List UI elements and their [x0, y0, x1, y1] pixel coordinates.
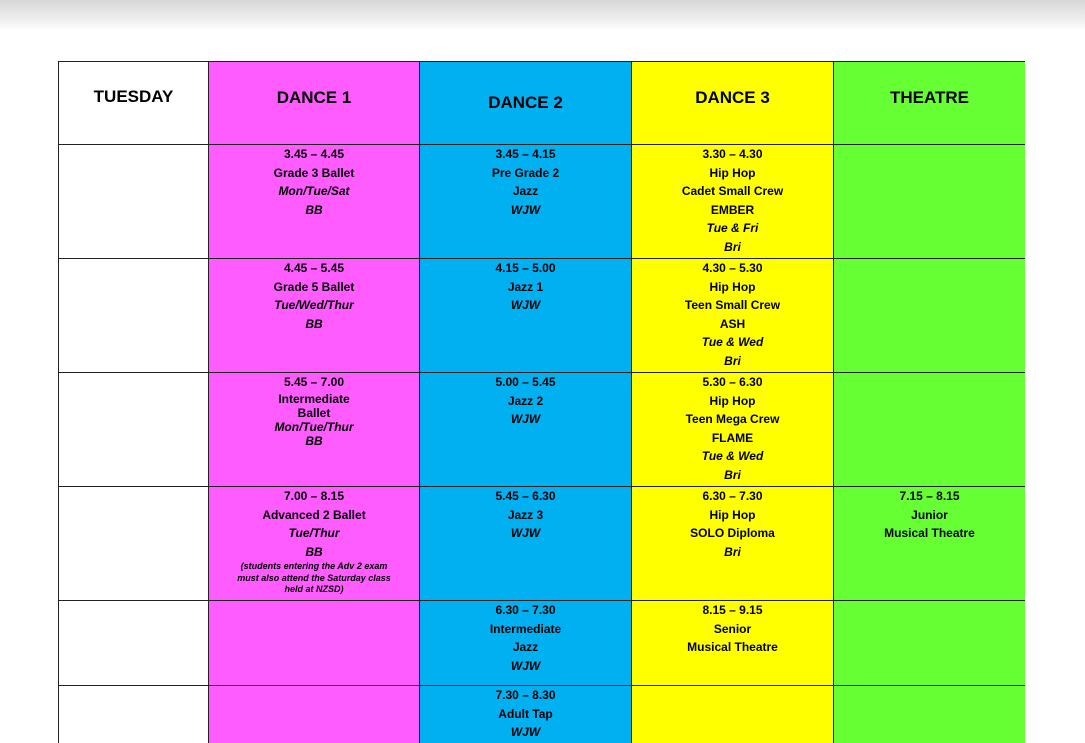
table-row [59, 686, 1026, 743]
class-teacher: WJW [510, 412, 541, 426]
class-name: Grade 5 Ballet [273, 279, 355, 294]
class-days: Tue/Wed/Thur [274, 298, 354, 312]
class-name: Hip Hop [709, 165, 756, 180]
class-name: Jazz [512, 184, 539, 198]
theatre-class [834, 487, 1026, 601]
table-row [59, 601, 1026, 686]
dance1-cell [209, 686, 420, 743]
dance1-class [209, 373, 420, 487]
class-name: Advanced 2 Ballet [262, 507, 366, 522]
class-name: Hip Hop [709, 393, 756, 408]
theatre-cell [834, 145, 1026, 259]
dance1-class [209, 487, 420, 601]
header-row [59, 62, 1026, 145]
class-days: Mon/Tue/Sat [278, 184, 350, 198]
class-name: Hip Hop [709, 279, 756, 294]
dance1-cell [209, 601, 420, 686]
dance3-class [632, 373, 834, 487]
class-teacher: Bri [724, 467, 741, 482]
theatre-header: THEATRE [834, 62, 1026, 145]
class-name: Musical Theatre [687, 640, 778, 654]
class-teacher: WJW [510, 298, 541, 312]
class-teacher: WJW [510, 658, 541, 673]
class-teacher: WJW [510, 526, 541, 540]
class-note: (students entering the Adv 2 exam [240, 561, 388, 571]
class-time: 5.00 – 5.45 [495, 375, 556, 389]
day-cell [59, 601, 209, 686]
class-teacher: Bri [724, 239, 741, 254]
day-cell [59, 487, 209, 601]
dance2-class [420, 145, 632, 259]
class-name: Jazz 3 [507, 507, 544, 522]
class-name: Senior [713, 621, 752, 636]
day-cell [59, 373, 209, 487]
class-time: 3.30 – 4.30 [702, 147, 763, 161]
class-time: 7.30 – 8.30 [495, 688, 556, 702]
class-time: 5.45 – 6.30 [495, 489, 556, 503]
class-teacher: BB [305, 433, 323, 448]
dance2-class [420, 601, 632, 686]
class-teacher: BB [305, 202, 323, 217]
dance3-cell [632, 686, 834, 743]
class-days: Tue & Wed [701, 335, 764, 349]
theatre-cell [834, 259, 1026, 373]
day-cell [59, 259, 209, 373]
class-name: Jazz 1 [507, 279, 544, 294]
class-name: Grade 3 Ballet [273, 165, 355, 180]
day-cell [59, 145, 209, 259]
class-teacher: WJW [510, 202, 541, 217]
class-teacher: WJW [510, 725, 541, 739]
theatre-cell [834, 686, 1026, 743]
class-time: 5.30 – 6.30 [702, 375, 763, 389]
class-time: 4.15 – 5.00 [495, 261, 556, 275]
window-top-shadow [0, 0, 1085, 30]
dance3-header: DANCE 3 [632, 62, 834, 145]
class-name: Junior [911, 507, 948, 522]
crew-name: EMBER [710, 202, 755, 217]
tuesday-timetable [58, 61, 1025, 743]
table-row [59, 145, 1026, 259]
dance2-class [420, 686, 632, 743]
class-time: 7.00 – 8.15 [283, 489, 345, 503]
dance2-header: DANCE 2 [420, 62, 632, 145]
dance3-class [632, 601, 834, 686]
day-header: TUESDAY [59, 62, 209, 145]
dance3-class [632, 487, 834, 601]
class-days: Tue & Wed [701, 449, 764, 463]
dance2-class [420, 259, 632, 373]
class-name: Teen Mega Crew [685, 412, 780, 426]
class-time: 3.45 – 4.45 [283, 147, 345, 161]
class-teacher: BB [305, 316, 323, 331]
class-name: Musical Theatre [884, 526, 975, 540]
class-days: Mon/Tue/Thur [274, 419, 354, 434]
class-note: held at NZSD) [284, 584, 344, 594]
class-teacher: Bri [724, 353, 741, 368]
day-cell [59, 686, 209, 743]
class-teacher: Bri [724, 544, 741, 559]
theatre-cell [834, 601, 1026, 686]
class-time: 3.45 – 4.15 [495, 147, 556, 161]
class-time: 4.45 – 5.45 [283, 261, 345, 275]
class-time: 5.45 – 7.00 [283, 375, 345, 389]
class-days: Tue/Thur [288, 526, 340, 540]
class-name: Cadet Small Crew [681, 184, 784, 198]
class-time: 6.30 – 7.30 [495, 603, 556, 617]
class-name: Adult Tap [498, 706, 553, 721]
dance3-class [632, 145, 834, 259]
dance1-header: DANCE 1 [209, 62, 420, 145]
class-note: must also attend the Saturday class [237, 572, 391, 583]
table-row [59, 487, 1026, 601]
class-name: Teen Small Crew [684, 298, 781, 312]
class-time: 4.30 – 5.30 [702, 261, 763, 275]
theatre-cell [834, 373, 1026, 487]
crew-name: ASH [719, 316, 746, 331]
class-name: Intermediate [489, 621, 562, 636]
dance2-class [420, 487, 632, 601]
class-time: 6.30 – 7.30 [702, 489, 763, 503]
class-name: Intermediate [278, 391, 350, 406]
class-teacher: BB [305, 544, 323, 559]
table-row [59, 373, 1026, 487]
class-name: Ballet [297, 405, 331, 420]
table-row [59, 259, 1026, 373]
class-name: Jazz [512, 640, 539, 654]
dance2-class [420, 373, 632, 487]
dance3-class [632, 259, 834, 373]
class-name: SOLO Diploma [690, 526, 775, 540]
crew-name: FLAME [711, 430, 754, 445]
class-time: 8.15 – 9.15 [702, 603, 763, 617]
dance1-class [209, 259, 420, 373]
class-name: Hip Hop [709, 507, 756, 522]
class-name: Pre Grade 2 [491, 165, 560, 180]
timetable-page [58, 61, 1025, 743]
class-time: 7.15 – 8.15 [899, 489, 960, 503]
dance1-class [209, 145, 420, 259]
class-days: Tue & Fri [706, 221, 759, 235]
class-name: Jazz 2 [507, 393, 544, 408]
